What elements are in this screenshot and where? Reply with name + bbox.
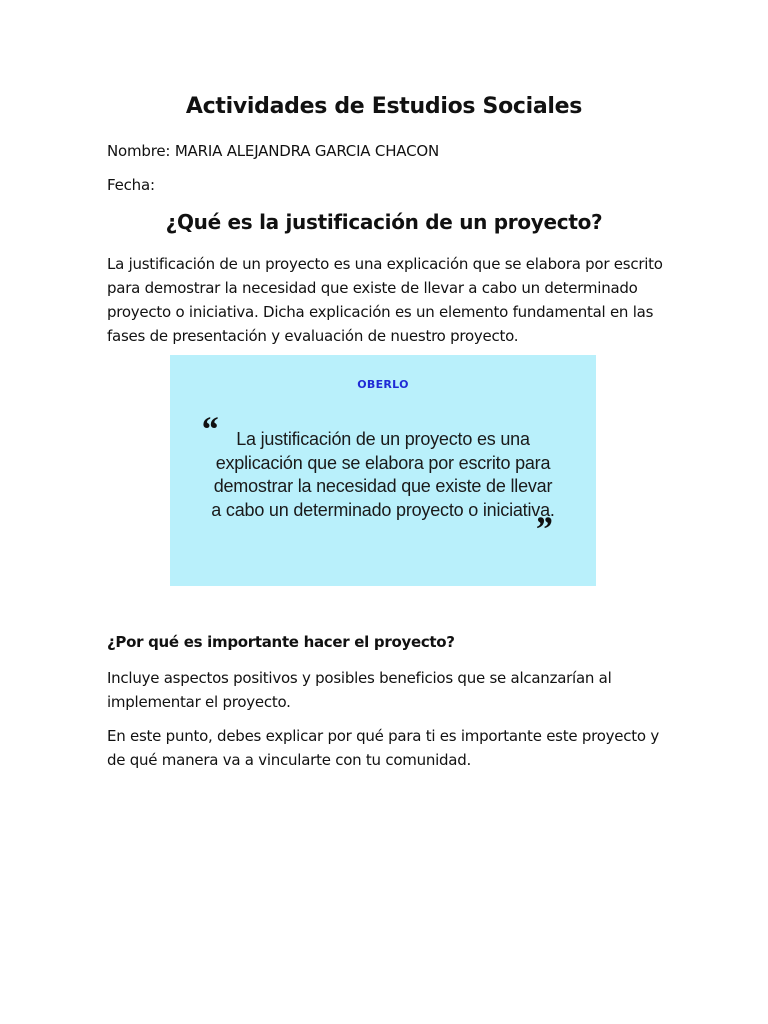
importance-subheading: ¿Por qué es importante hacer el proyecto?: [107, 633, 455, 651]
open-quote-icon: “: [200, 409, 218, 449]
document-title: Actividades de Estudios Sociales: [185, 94, 583, 119]
quote-text: La justificación de un proyecto es una explicación que se elabora por escrito para demostrar la necesidad que existe de llevar a cabo un determinado proyecto o iniciativa.: [211, 429, 555, 520]
intro-paragraph: La justificación de un proyecto es una explicación que se elabora por escrito para demostrar la necesidad que existe de llevar a cabo un determinado proyecto o iniciativa. Dicha explicación es un elemento fundamental en las fases de presentación y evaluación de nuestro proyecto.: [107, 255, 663, 345]
benefits-paragraph: Incluye aspectos positivos y posibles beneficios que se alcanzarían al implementar el proyecto.: [107, 669, 612, 711]
student-name-line: Nombre: MARIA ALEJANDRA GARCIA CHACON: [107, 142, 439, 160]
brand-logo-text: OBERLO: [357, 378, 409, 391]
close-quote-icon: ”: [534, 509, 552, 549]
section-title: ¿Qué es la justificación de un proyecto?: [165, 210, 603, 234]
date-line: Fecha:: [107, 176, 155, 194]
explanation-paragraph: En este punto, debes explicar por qué para ti es importante este proyecto y de qué manera va a vincularte con tu comunidad.: [107, 727, 659, 769]
quote-image: [170, 355, 596, 586]
